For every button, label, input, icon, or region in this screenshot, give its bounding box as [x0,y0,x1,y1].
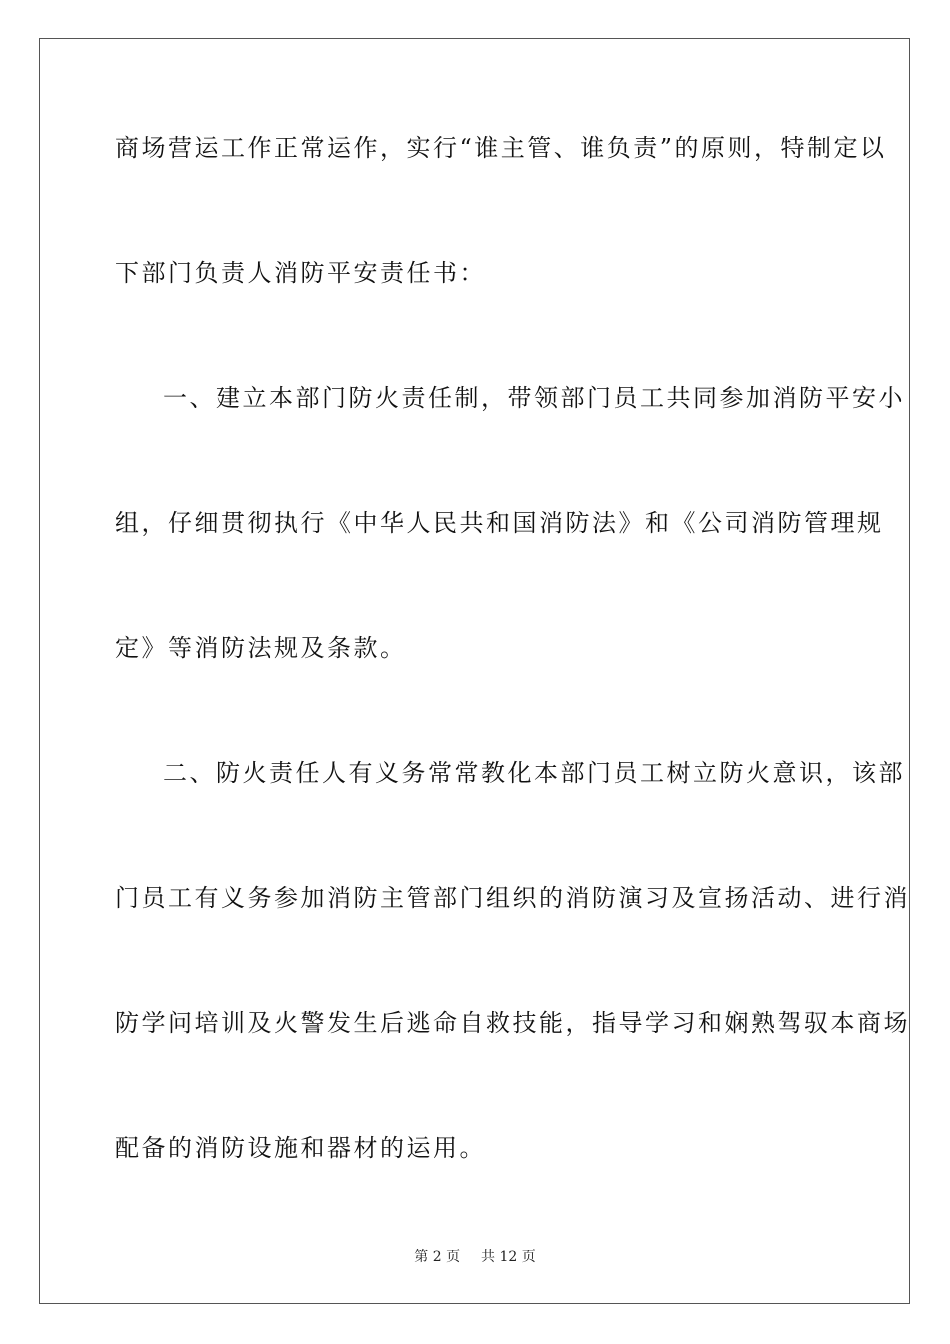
total-pages: 共 12 页 [481,1249,536,1265]
body-text-line: 商场营运工作正常运作，实行“谁主管、谁负责”的原则，特制定以 [115,134,887,162]
body-text-line: 门员工有义务参加消防主管部门组织的消防演习及宣扬活动、进行消 [115,884,910,912]
body-text-line: 下部门负责人消防平安责任书： [115,259,486,287]
body-text-line: 配备的消防设施和器材的运用。 [115,1134,486,1162]
body-text-line: 二、防火责任人有义务常常教化本部门员工树立防火意识，该部 [163,759,905,787]
body-text-line: 定》等消防法规及条款。 [115,634,407,662]
page-footer [0,1248,950,1266]
body-text-line: 一、建立本部门防火责任制，带领部门员工共同参加消防平安小 [163,384,905,412]
body-text-line: 组，仔细贯彻执行《中华人民共和国消防法》和《公司消防管理规 [115,509,884,537]
body-text-line: 防学问培训及火警发生后逃命自救技能，指导学习和娴熟驾驭本商场 [115,1009,910,1037]
page-number: 第 2 页 [414,1249,461,1265]
page-border [39,38,910,1304]
